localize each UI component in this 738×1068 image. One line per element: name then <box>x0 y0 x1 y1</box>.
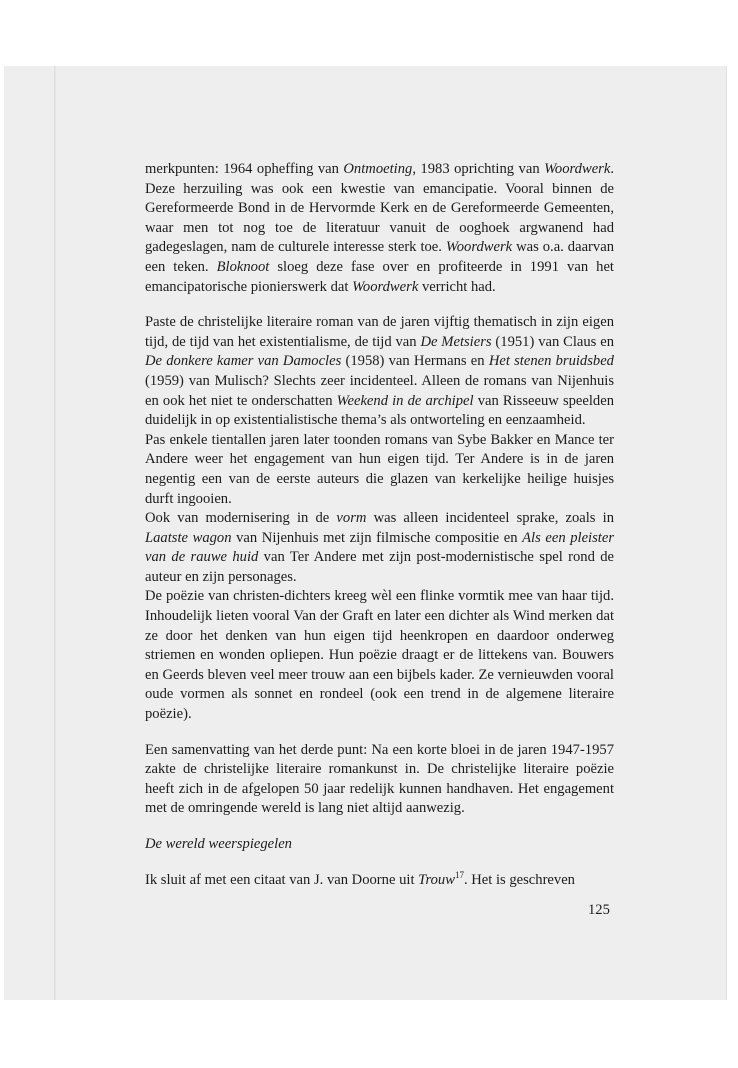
paragraph-2: Paste de christelijke literaire roman van de jaren vijftig thematisch in zijn eigen tijd, de tijd van het existentialisme, de tijd van De Metsiers (1951) van Claus en De donkere kamer van Damocles (1958) van Hermans en Het stenen bruidsbed (1959) van Mulisch? Slechts zeer incidenteel. Alleen de romans van Nijenhuis en ook het niet te onderschatten Weekend in de archipel van Risseeuw speelden duidelijk in op existentialistische thema’s als ontworteling en eenzaamheid. <box>145 314 615 429</box>
paragraph-1: merkpunten: 1964 opheffing van Ontmoeting, 1983 oprichting van Woordwerk. Deze herzuiling was ook een kwestie van emancipatie. Vooral binnen de Gereformeerde Bond in de Hervormde Kerk en de Gereformeerde Gemeenten, waar men tot nog toe de literatuur vanuit de ooghoek argwanend had gadegeslagen, nam de culturele interesse sterk toe. Woordwerk was o.a. daarvan een teken. Bloknoot sloeg deze fase over en profiteerde in 1991 van het emancipatorische pionierswerk dat Woordwerk verricht had. <box>145 161 614 295</box>
page-number: 125 <box>588 902 610 918</box>
paragraph-7: Ik sluit af met een citaat van J. van Doorne uit Trouw$^{17}$. Het is geschreven <box>145 869 575 888</box>
page-gutter <box>54 66 56 1000</box>
section-heading: De wereld weerspiegelen <box>145 836 292 852</box>
paragraph-3: Pas enkele tientallen jaren later toonden romans van Sybe Bakker en Mance ter Andere weer het engagement van hun eigen tijd. Ter Andere is in de jaren negentig een van de eerste auteurs die glazen van kerkelijke heilige huisjes durft ingooien. <box>145 431 614 507</box>
body-text <box>145 160 614 890</box>
paragraph-6: Een samenvatting van het derde punt: Na een korte bloei in de jaren 1947-1957 zakte de christelijke literaire romankunst in. De christelijke literaire poëzie heeft zich in de afgelopen 50 jaar redelijk kunnen handhaven. Het engagement met de omringende wereld is lang niet altijd aanwezig. <box>145 741 614 817</box>
paragraph-5: De poëzie van christen-dichters kreeg wèl een flinke vormtik mee van haar tijd. Inhoudelijk lieten vooral Van der Graft en later een dichter als Wind merken dat ze door het denken van hun eigen tijd heenkropen en daardoor onderweg striemen en wonden opliepen. Hun poëzie draagt er de littekens van. Bouwers en Geerds bleven veel meer trouw aan een bijbels kader. Ze vernieuwden vooral oude vormen als sonnet en rondeel (ook een trend in de algemene literaire poëzie). <box>145 588 614 723</box>
paragraph-4: Ook van modernisering in de vorm was alleen incidenteel sprake, zoals in Laatste wagon van Nijenhuis met zijn filmische compositie en Als een pleister van de rauwe huid van Ter Andere met zijn post-modernistische spel rond de auteur en zijn personages. <box>145 510 615 585</box>
